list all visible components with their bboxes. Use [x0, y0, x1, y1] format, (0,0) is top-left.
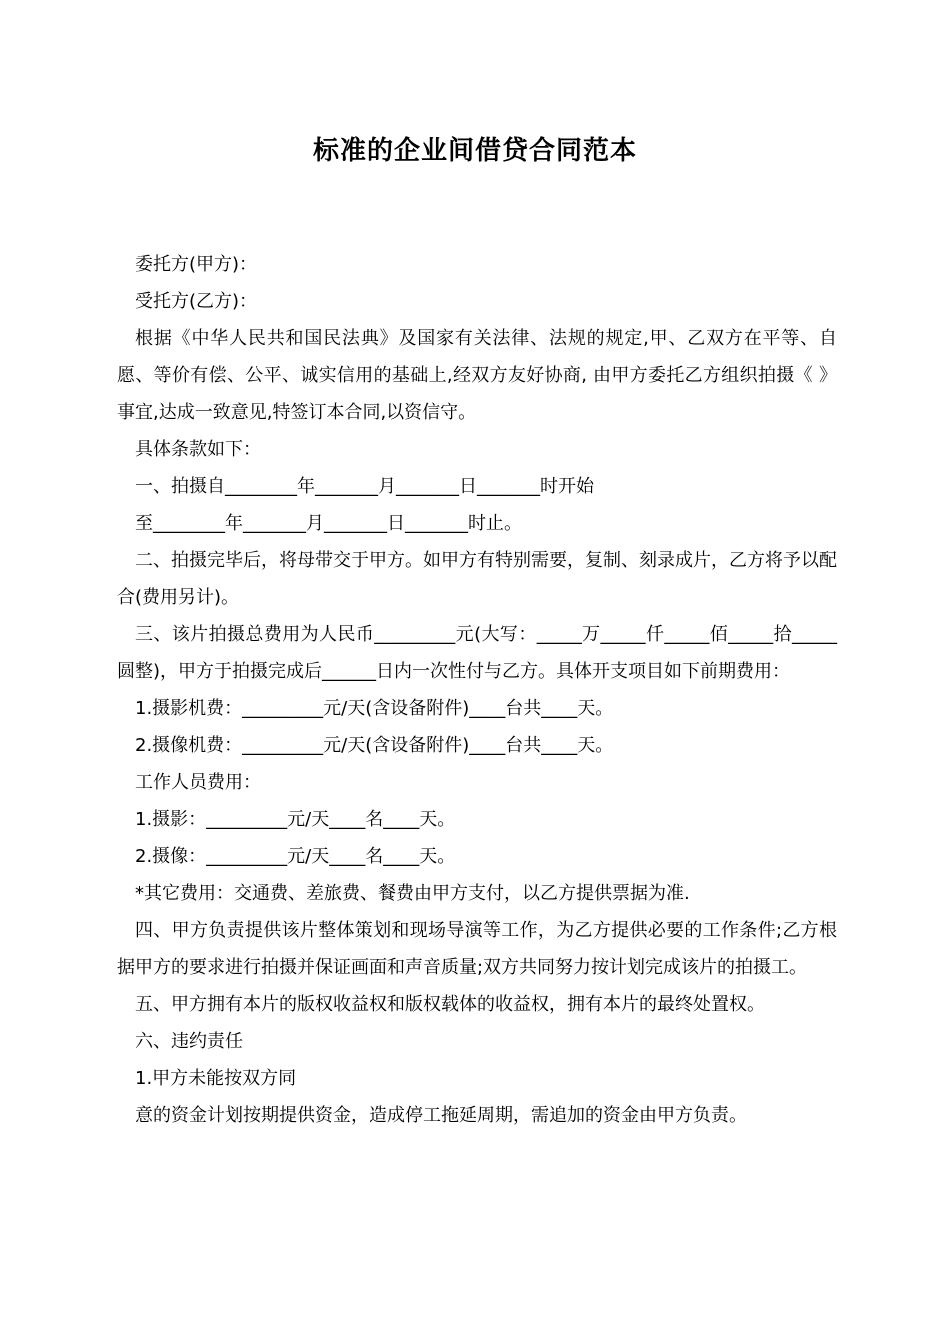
preamble-paragraph: 根据《中华人民共和国民法典》及国家有关法律、法规的规定,甲、乙双方在平等、自愿、等价有偿、公平、诚实信用的基础上,经双方友好协商, 由甲方委托乙方组织拍摄《 》事宜,达成一致意见,特签订本合同,以资信守。: [117, 328, 837, 423]
fee-video-camera: 2.摄像机费：_________元/天(含设备附件)____台共____天。: [135, 735, 614, 756]
clause-5: 五、甲方拥有本片的版权收益权和版权载体的收益权，拥有本片的最终处置权。: [135, 994, 765, 1015]
clause-2: 二、拍摄完毕后，将母带交于甲方。如甲方有特别需要，复制、刻录成片，乙方将予以配合(费用另计)。: [117, 550, 837, 608]
fee-camera: 1.摄影机费：_________元/天(含设备附件)____台共____天。: [135, 698, 614, 719]
document-body: [117, 246, 837, 1134]
clause-1-start: 一、拍摄自________年_______月_______日_______时开始: [135, 476, 594, 497]
party-b-line: 受托方(乙方)：: [135, 291, 258, 312]
other-fees: *其它费用：交通费、差旅费、餐费由甲方支付，以乙方提供票据为准.: [135, 883, 690, 904]
clause-6-item-1: 1.甲方未能按双方同: [135, 1068, 297, 1089]
party-a-line: 委托方(甲方)：: [135, 254, 258, 275]
clause-6-heading: 六、违约责任: [135, 1031, 243, 1052]
document-title: 标准的企业间借贷合同范本: [312, 136, 637, 166]
clause-3: 三、该片拍摄总费用为人民币_________元(大写：_____万_____仟_____佰_____拾_____圆整)，甲方于拍摄完成后______日内一次性付与乙方。具体开支项目如下前期费用：: [117, 624, 837, 682]
clause-1-end: 至________年_______月_______日_______时止。: [135, 513, 522, 534]
fee-videographer: 2.摄像：_________元/天____名____天。: [135, 846, 456, 867]
staff-fees-heading: 工作人员费用：: [135, 772, 261, 793]
terms-heading: 具体条款如下：: [135, 439, 261, 460]
fee-photographer: 1.摄影：_________元/天____名____天。: [135, 809, 456, 830]
clause-4: 四、甲方负责提供该片整体策划和现场导演等工作，为乙方提供必要的工作条件;乙方根据甲方的要求进行拍摄并保证画面和声音质量;双方共同努力按计划完成该片的拍摄工。: [117, 920, 837, 978]
clause-6-item-1-cont: 意的资金计划按期提供资金，造成停工拖延周期，需追加的资金由甲方负责。: [135, 1105, 747, 1126]
